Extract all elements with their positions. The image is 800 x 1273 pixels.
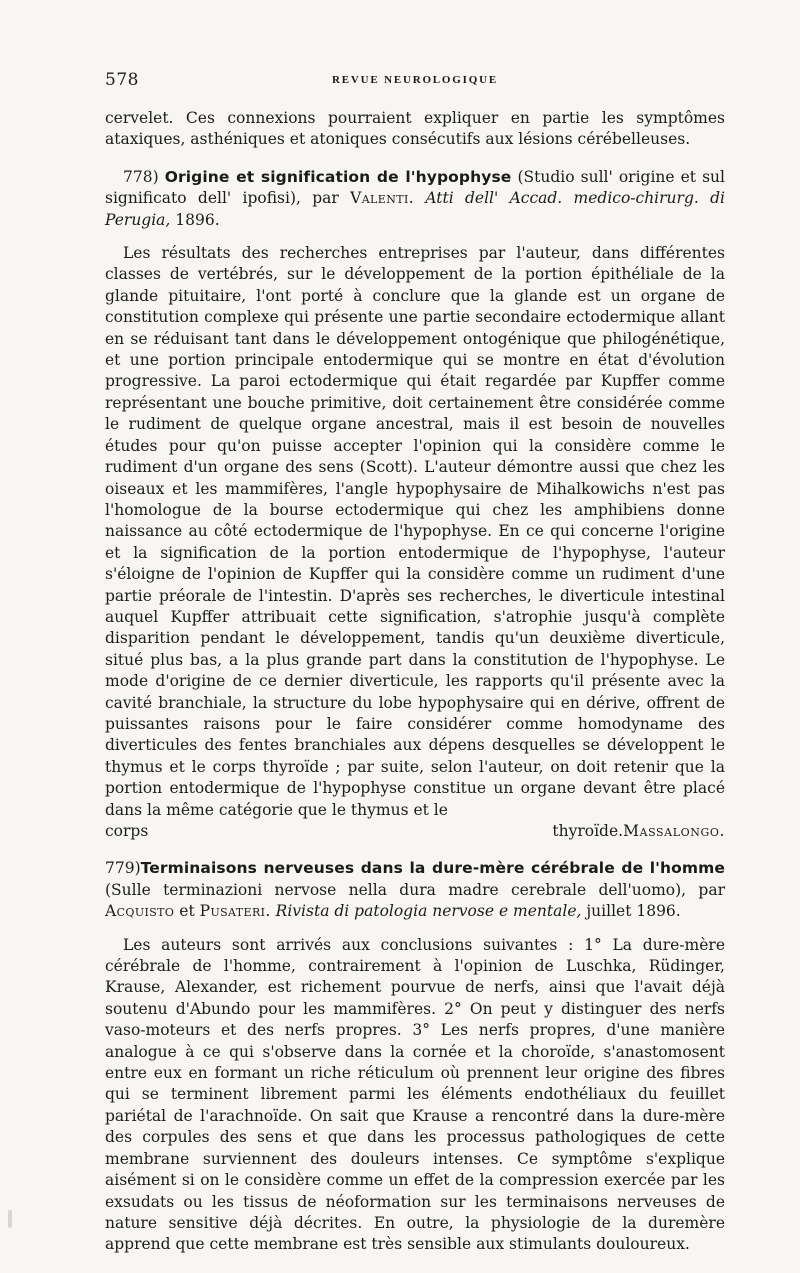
entry-body-last-line: corps thyroïde. bbox=[105, 822, 624, 840]
entry-conjunction: et bbox=[179, 902, 195, 921]
entry-author-2: Pusateri. bbox=[199, 902, 271, 921]
page-number: 578 bbox=[105, 70, 139, 90]
entry-journal: Rivista di patologia nervose e mentale, bbox=[275, 902, 582, 921]
journal-title: REVUE NEUROLOGIQUE bbox=[332, 74, 498, 86]
entry-number: 778) bbox=[123, 167, 159, 186]
entry-year: 1896. bbox=[175, 210, 220, 229]
entry-signature: Massalongo. bbox=[623, 822, 725, 840]
page-mark bbox=[8, 1210, 12, 1228]
entry-number: 779) bbox=[105, 859, 141, 878]
entry-title: Origine et signification de l'hypophyse bbox=[164, 167, 512, 186]
entry-779-heading bbox=[105, 858, 725, 922]
entry-title: Terminaisons nerveuses dans la dure-mère cérébrale de l'homme bbox=[140, 859, 725, 878]
page-body bbox=[105, 108, 725, 1256]
entry-journal: Atti dell' Accad. medico-chirurg. di Perugia, bbox=[105, 189, 725, 229]
entry-778-body: Les résultats des recherches entreprises par l'auteur, dans différentes classes de vertébrés, sur le développement de la portion épithéliale de la glande pituitaire, l'ont porté à conclure que la glande est un organe de constitution complexe qui présente une partie secondaire ectodermique allant en se réduisant tant dans le développement ontogénique que philogénétique, et une portion principale entodermique qui se montre en état d'évolution progressive. La paroi ectodermique qui était regardée par Kupffer comme représentant une bouche primitive, doit certainement être considérée comme le rudiment de quelque organe ancestral, mais il est besoin de nouvelles études pour qu'on puisse accepter l'opinion qui la considère comme le rudiment d'un organe des sens (Scott). L'auteur démontre aussi que chez les oiseaux et les mammifères, l'angle hypophysaire de Mihalkowichs n'est pas l'homologue de la bourse ectodermique qui chez les amphibiens donne naissance au côté ectodermique de l'hypophyse. En ce qui concerne l'origine et la signification de la portion entodermique de l'hypophyse, l'auteur s'éloigne de l'opinion de Kupffer qui la considère comme un rudiment d'une partie préorale de l'intestin. D'après ses recherches, le diverticule intestinal auquel Kupffer attribuait cette signification, s'atrophie jusqu'à complète disparition pendant le développement, tandis qu'un deuxième diverticule, situé plus bas, a la plus grande part dans la constitution de l'hypophyse. Le mode d'origine de ce dernier diverticule, les rapports qu'il présente avec la cavité branchiale, la structure du lobe hypophysaire qui en dérive, offrent de puissantes raisons pour le faire considérer comme homodyname des diverticules des fentes branchiales aux dépens desquelles se développent le thymus et le corps thyroïde ; par suite, selon l'auteur, on doit retenir que la portion entodermique de l'hypophyse constitue un organe devant être placé dans la même catégorie que le thymus et le bbox=[105, 244, 725, 819]
entry-author-1: Acquisto bbox=[105, 902, 175, 921]
entry-year: juillet 1896. bbox=[586, 902, 681, 921]
entry-author: Valenti. bbox=[350, 189, 415, 208]
continuation-paragraph: cervelet. Ces connexions pourraient expliquer en partie les symptômes ataxiques, asthéniques et atoniques consécutifs aux lésions cérébelleuses. bbox=[105, 109, 725, 149]
entry-778-heading bbox=[105, 167, 725, 231]
running-head bbox=[105, 70, 725, 94]
entry-779-body: Les auteurs sont arrivés aux conclusions suivantes : 1° La dure-mère cérébrale de l'homme, contrairement à l'opinion de Luschka, Rüdinger, Krause, Alexander, est richement pourvue de nerfs, ainsi que l'avait déjà soutenu d'Abundo pour les mammifères. 2° On peut y distinguer des nerfs vaso-moteurs et des nerfs propres. 3° Les nerfs propres, d'une manière analogue à ce qui s'observe dans la cornée et la choroïde, s'anastomosent entre eux en formant un riche réticulum où prennent leur origine des fibres qui se terminent librement parmi les éléments endothéliaux du feuillet pariétal de l'arachnoïde. On sait que Krause a rencontré dans la dure-mère des corpules des sens et que dans les processus pathologiques de cette membrane surviennent des douleurs intenses. Ce symptôme s'explique aisément si on le considère comme un effet de la compression exercée par les exsudats ou les tissus de néoformation sur les terminaisons nerveuses de nature sensitive déjà décrites. En outre, la physiologie de la duremère apprend que cette membrane est très sensible aux stimulants douloureux. bbox=[105, 935, 725, 1254]
entry-subtitle: (Sulle terminazioni nervose nella dura madre cerebrale dell'uomo), par bbox=[105, 880, 725, 899]
entry-subtitle: (Studio sull' origine et sul significato dell' ipofisi), par bbox=[105, 167, 725, 208]
entry-778-closing bbox=[105, 821, 725, 842]
